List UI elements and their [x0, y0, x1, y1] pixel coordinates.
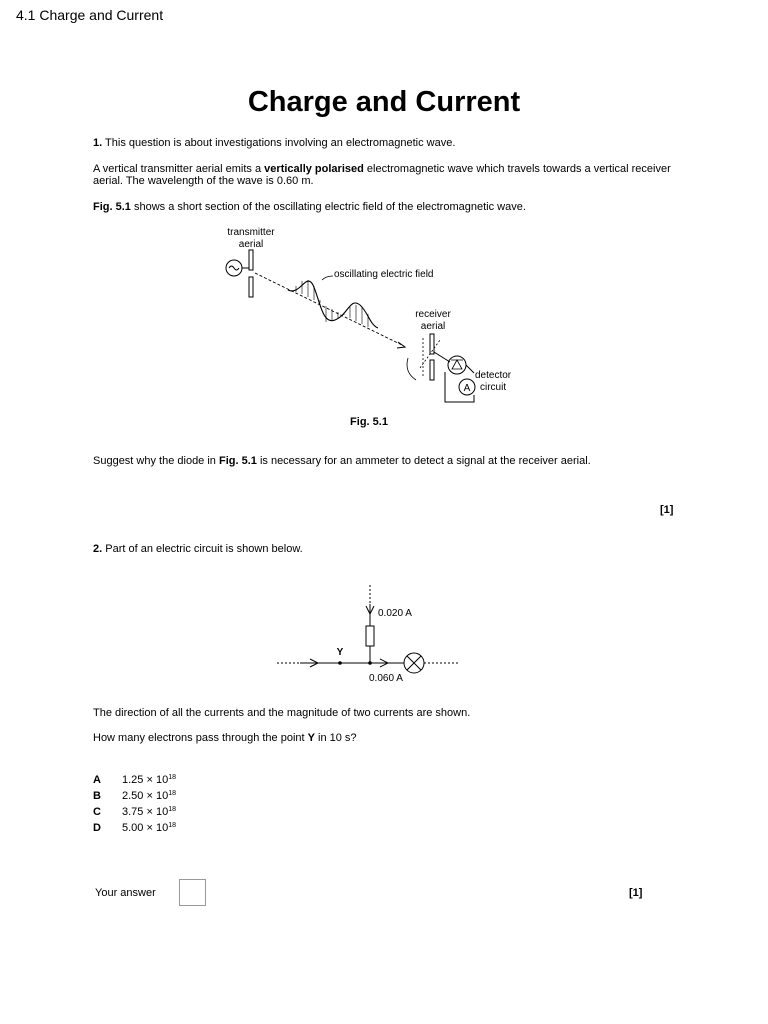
q1-p1-bold: vertically polarised	[264, 163, 364, 175]
point-y-label: Y	[336, 647, 344, 658]
q2-intro-text: Part of an electric circuit is shown below.	[105, 543, 303, 555]
field-label-leader	[322, 276, 333, 280]
page-header: 4.1 Charge and Current	[16, 7, 164, 23]
rotation-arrow-icon	[407, 358, 416, 380]
q1-q-a: Suggest why the diode in	[93, 455, 219, 467]
option-letter: A	[93, 774, 101, 786]
receiver-label-2: aerial	[420, 321, 446, 332]
transmitter-label-2: aerial	[238, 239, 264, 250]
electric-field-wave	[288, 280, 378, 328]
receiver-label-1: receiver	[415, 309, 451, 320]
detector-label-1: detector	[475, 370, 512, 381]
option-exponent: 18	[168, 790, 176, 797]
fig-5-1-diagram	[0, 0, 768, 440]
q1-q-b: is necessary for an ammeter to detect a signal at the receiver aerial.	[256, 455, 591, 467]
page-title: Charge and Current	[247, 86, 521, 118]
q1-q-fig: Fig. 5.1	[218, 455, 257, 467]
q2-q-b: in 10 s?	[314, 732, 357, 744]
detector-wire-2	[466, 365, 474, 373]
q2-q-a: How many electrons pass through the point	[93, 732, 308, 744]
option-exponent: 18	[168, 774, 176, 781]
q1-number: 1.	[93, 137, 103, 149]
q2-question	[93, 733, 683, 745]
option-letter: C	[93, 806, 101, 818]
diode-symbol	[451, 360, 463, 369]
q1-p2: shows a short section of the oscillating electric field of the electromagnetic wave.	[130, 201, 526, 213]
option-d[interactable]	[93, 822, 176, 834]
option-value: 2.50 × 10	[122, 790, 169, 802]
ac-wave-icon	[229, 266, 239, 270]
transmitter-aerial-bottom	[249, 277, 253, 297]
q2-paragraph: The direction of all the currents and the magnitude of two currents are shown.	[93, 707, 471, 719]
ammeter-label: A	[463, 383, 471, 394]
q1-p1-a: A vertical transmitter aerial emits a	[93, 163, 265, 175]
option-letter: B	[93, 790, 101, 802]
option-b[interactable]	[93, 790, 176, 802]
circuit-diagram	[0, 570, 768, 690]
diode-icon	[448, 356, 466, 374]
option-letter: D	[93, 822, 101, 834]
fig-5-1-caption: Fig. 5.1	[350, 416, 388, 428]
propagation-line	[255, 273, 404, 346]
current-top-label: 0.020 A	[378, 608, 412, 619]
q1-question	[93, 456, 683, 468]
current-right-label: 0.060 A	[369, 673, 403, 684]
field-label: oscillating electric field	[334, 269, 434, 280]
point-y-dot	[338, 661, 342, 665]
q2-mark: [1]	[629, 887, 643, 899]
q1-fig-ref: Fig. 5.1	[93, 201, 131, 213]
receiver-aerial-bottom	[430, 360, 434, 380]
q1-intro-text: This question is about investigations involving an electromagnetic wave.	[105, 137, 456, 149]
q2-number: 2.	[93, 543, 103, 555]
transmitter-label-1: transmitter	[227, 227, 275, 238]
junction-dot	[368, 661, 372, 665]
option-value: 5.00 × 10	[122, 822, 169, 834]
detector-label-2: circuit	[480, 382, 507, 393]
transmitter-aerial-top	[249, 250, 253, 270]
q2-q-point: Y	[307, 732, 315, 744]
option-value: 3.75 × 10	[122, 806, 169, 818]
option-value: 1.25 × 10	[122, 774, 169, 786]
option-a[interactable]	[93, 774, 176, 786]
detector-wire-1	[434, 352, 450, 362]
answer-input-box[interactable]	[179, 879, 206, 906]
option-exponent: 18	[168, 822, 176, 829]
q1-mark: [1]	[660, 504, 674, 516]
q1-p1-b: electromagnetic wave which travels towards a vertical receiver aerial. The wavelength of the wave is 0.60 m.	[93, 163, 671, 187]
option-exponent: 18	[168, 806, 176, 813]
q2-intro	[93, 544, 683, 556]
resistor-icon	[366, 626, 374, 646]
option-c[interactable]	[93, 806, 176, 818]
answer-label: Your answer	[95, 887, 156, 899]
